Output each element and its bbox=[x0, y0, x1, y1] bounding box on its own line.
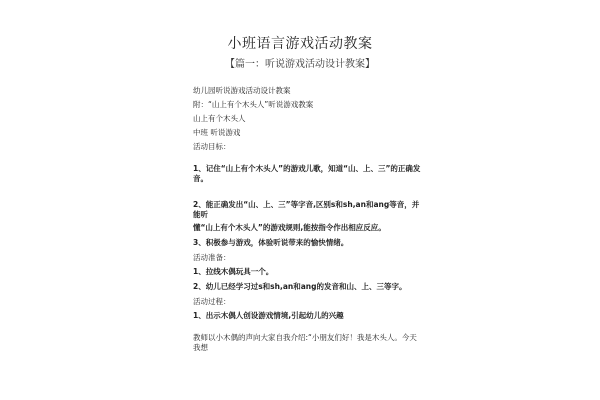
text-line-process-1: 1、出示木偶人创设游戏情境,引起幼儿的兴趣 bbox=[193, 311, 344, 320]
text-line-prep-2: 2、幼儿已经学习过s和sh,an和ang的发音和山、上、三等字。 bbox=[193, 282, 407, 291]
text-line-process-heading: 活动过程： bbox=[193, 297, 231, 306]
text-line-attachment: 附：“山上有个木头人”听说游戏教案 bbox=[193, 100, 314, 109]
text-line-class: 中班 听说游戏 bbox=[193, 128, 241, 137]
text-line-goal-2-cont: 懂“山上有个木头人”的游戏规则,能按指令作出相应反应。 bbox=[193, 223, 386, 232]
document-title: 小班语言游戏活动教案 bbox=[227, 36, 373, 52]
text-line-goal-1: 1、记住“山上有个木头人”的游戏儿歌，知道“山、上、三”的正确发音。 bbox=[193, 164, 421, 183]
text-line-goals-heading: 活动目标： bbox=[193, 142, 231, 151]
text-line-heading: 幼儿园听说游戏活动设计教案 bbox=[193, 86, 291, 95]
text-line-prep-1: 1、拉线木偶玩具一个。 bbox=[193, 267, 274, 276]
text-line-prep-heading: 活动准备： bbox=[193, 253, 231, 262]
text-line-goal-2: 2、能正确发出“山、上、三”等字音,区别s和sh,an和ang等音，并能听 bbox=[193, 200, 420, 219]
document-subtitle: 【篇一：听说游戏活动设计教案】 bbox=[225, 59, 375, 70]
text-line-teacher-intro: 教师以小木偶的声向大家自我介绍:“小朋友们好！我是木头人。今天我想 bbox=[193, 333, 417, 352]
text-line-goal-3: 3、积极参与游戏，体验听说带来的愉快情绪。 bbox=[193, 238, 349, 247]
text-line-game-name: 山上有个木头人 bbox=[193, 114, 246, 123]
